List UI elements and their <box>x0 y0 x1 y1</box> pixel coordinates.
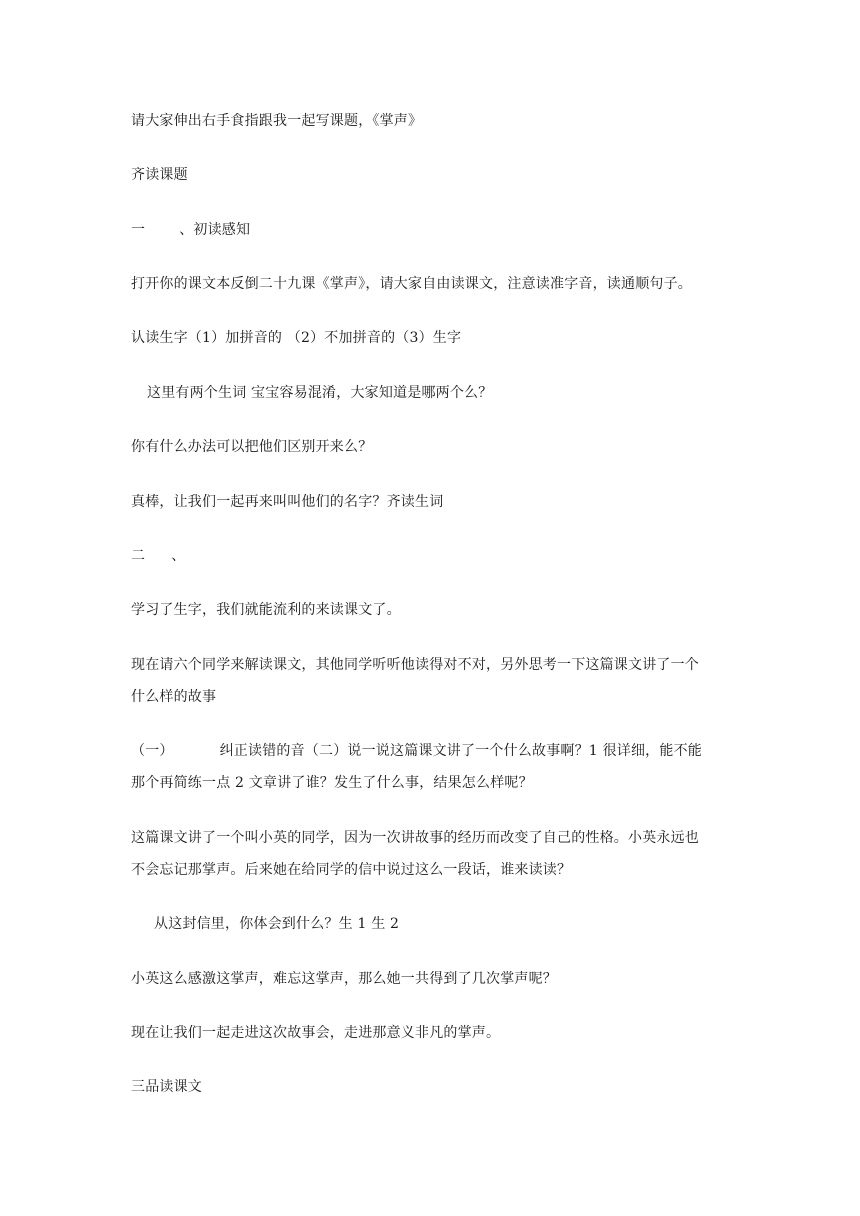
text-line: 纠正读错的音（二）说一说这篇课文讲了一个什么故事啊？1 很详细，能不能 <box>219 743 702 759</box>
section-title: 、 <box>171 548 186 564</box>
text-line: 从这封信里，你体会到什么？生 1 生 2 <box>154 916 400 932</box>
section-heading-three <box>131 1077 202 1097</box>
text-line: 请大家伸出右手食指跟我一起写课题，《掌声》 <box>131 113 423 129</box>
text-line: 真棒，让我们一起再来叫叫他们的名字？齐读生词 <box>131 494 444 510</box>
paragraph-great <box>131 492 443 512</box>
text-line: 那个再简练一点 2 文章讲了谁？发生了什么事，结果怎么样呢？ <box>131 775 533 791</box>
text-line: 齐读课题 <box>131 167 188 183</box>
section-number: 一 <box>131 222 146 238</box>
paragraph-applause-count <box>131 969 557 989</box>
text-line: 认读生字（1）加拼音的 （2）不加拼音的（3）生字 <box>131 330 462 346</box>
section-heading-two <box>131 546 185 566</box>
text-line: 你有什么办法可以把他们区别开来么？ <box>131 439 373 455</box>
paragraph-two-words <box>147 383 492 403</box>
section-heading-one <box>131 220 250 240</box>
text-line: 打开你的课文本反倒二十九课《掌声》，请大家自由读课文，注意读准字音，读通顺句子。 <box>131 276 692 292</box>
paragraph-six-students-cont <box>131 687 216 707</box>
paragraph-letter-feeling <box>154 914 399 934</box>
paragraph-write-title <box>131 111 422 131</box>
paragraph-story-summary-cont <box>131 860 571 880</box>
paragraph-open-textbook <box>131 274 692 294</box>
paragraph-story-summary <box>131 828 699 848</box>
paragraph-story-meeting <box>131 1023 500 1043</box>
text-line: 这篇课文讲了一个叫小英的同学，因为一次讲故事的经历而改变了自己的性格。小英永远也 <box>131 830 699 846</box>
paragraph-six-students <box>131 655 699 675</box>
paragraph-read-title <box>131 165 188 185</box>
paragraph-correct-pronunciation-cont <box>131 773 533 793</box>
section-number: 二 <box>131 548 146 564</box>
paragraph-read-characters <box>131 328 461 348</box>
text-line: 现在请六个同学来解读课文，其他同学听听他读得对不对，另外思考一下这篇课文讲了一个 <box>131 657 699 673</box>
text-line: 现在让我们一起走进这次故事会，走进那意义非凡的掌声。 <box>131 1025 501 1041</box>
list-marker: （一） <box>131 743 174 759</box>
text-line: 什么样的故事 <box>131 689 217 705</box>
section-title: 、初读感知 <box>179 222 251 238</box>
text-line: 小英这么感激这掌声，难忘这掌声，那么她一共得到了几次掌声呢？ <box>131 971 557 987</box>
section-title: 三品读课文 <box>131 1079 202 1095</box>
text-line: 这里有两个生词 宝宝容易混淆，大家知道是哪两个么？ <box>147 385 493 401</box>
paragraph-correct-pronunciation <box>131 741 702 761</box>
text-line: 学习了生字，我们就能流利的来读课文了。 <box>131 602 401 618</box>
paragraph-fluent-reading <box>131 600 401 620</box>
paragraph-distinguish <box>131 437 372 457</box>
text-line: 不会忘记那掌声。后来她在给同学的信中说过这么一段话，谁来读读？ <box>131 862 572 878</box>
